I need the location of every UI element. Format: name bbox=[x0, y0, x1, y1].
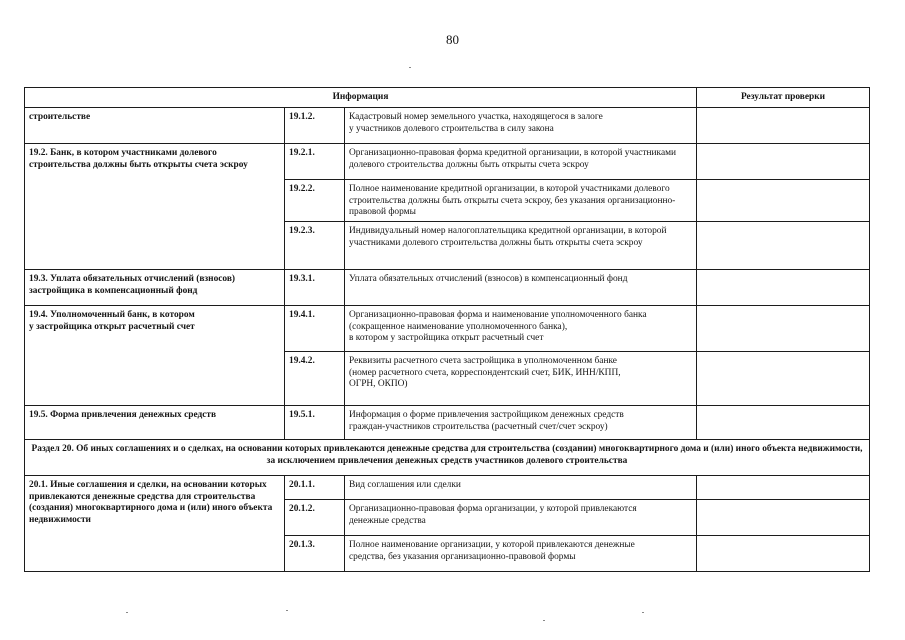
section-label: строительстве bbox=[25, 108, 285, 144]
page-number: 80 bbox=[446, 32, 459, 47]
item-text: Полное наименование кредитной организации, в которой участниками долевого строительства должны быть открыты счета эскроу, без указания организационно-правовой формы bbox=[345, 180, 697, 222]
result-cell[interactable] bbox=[697, 108, 870, 144]
item-text: Организационно-правовая форма кредитной организации, в которой участниками долевого строительства должны быть открыты счета эскроу bbox=[345, 144, 697, 180]
result-cell[interactable] bbox=[697, 222, 870, 270]
section-label: 20.1. Иные соглашения и сделки, на основании которых привлекаются денежные средства для строительства (создания) многоквартирного дома и (или) иного объекта недвижимости bbox=[25, 476, 285, 572]
section-label: 19.4. Уполномоченный банк, в котором у застройщика открыт расчетный счет bbox=[25, 306, 285, 406]
item-text: Вид соглашения или сделки bbox=[345, 476, 697, 500]
result-cell[interactable] bbox=[697, 500, 870, 536]
table-header-row bbox=[25, 88, 870, 108]
item-code: 19.4.1. bbox=[285, 306, 345, 352]
result-cell[interactable] bbox=[697, 306, 870, 352]
scan-speck bbox=[642, 612, 644, 613]
item-code: 20.1.1. bbox=[285, 476, 345, 500]
result-cell[interactable] bbox=[697, 406, 870, 440]
item-code: 19.2.3. bbox=[285, 222, 345, 270]
header-info: Информация bbox=[25, 88, 697, 108]
item-code: 19.3.1. bbox=[285, 270, 345, 306]
item-code: 20.1.2. bbox=[285, 500, 345, 536]
result-cell[interactable] bbox=[697, 270, 870, 306]
section-label: 19.5. Форма привлечения денежных средств bbox=[25, 406, 285, 440]
scan-speck bbox=[286, 610, 288, 611]
result-cell[interactable] bbox=[697, 536, 870, 572]
section-label: 19.2. Банк, в котором участниками долевого строительства должны быть открыты счета эскроу bbox=[25, 144, 285, 270]
result-cell[interactable] bbox=[697, 476, 870, 500]
info-table bbox=[24, 87, 870, 572]
item-text: Информация о форме привлечения застройщиком денежных средств граждан-участников строительства (расчетный счет/счет эскроу) bbox=[345, 406, 697, 440]
section-heading-row bbox=[25, 440, 870, 476]
result-cell[interactable] bbox=[697, 180, 870, 222]
item-code: 19.2.1. bbox=[285, 144, 345, 180]
item-text: Кадастровый номер земельного участка, находящегося в залоге у участников долевого строительства в силу закона bbox=[345, 108, 697, 144]
item-text: Организационно-правовая форма и наименование уполномоченного банка (сокращенное наименование уполномоченного банка), в котором у застройщика открыт расчетный счет bbox=[345, 306, 697, 352]
table-row bbox=[25, 270, 870, 306]
table-row bbox=[25, 406, 870, 440]
item-text: Уплата обязательных отчислений (взносов) в компенсационный фонд bbox=[345, 270, 697, 306]
scan-speck bbox=[543, 620, 545, 621]
item-text: Полное наименование организации, у которой привлекаются денежные средства, без указания организационно-правовой формы bbox=[345, 536, 697, 572]
item-code: 19.5.1. bbox=[285, 406, 345, 440]
result-cell[interactable] bbox=[697, 352, 870, 406]
item-text: Индивидуальный номер налогоплательщика кредитной организации, в которой участниками долевого строительства должны быть открыты счета эскроу bbox=[345, 222, 697, 270]
section-20-heading: Раздел 20. Об иных соглашениях и о сделках, на основании которых привлекаются денежные средства для строительства (создании) многоквартирного дома и (или) иного объекта недвижимости, за исключением привлечения денежных средств участников долевого строительства bbox=[25, 440, 870, 476]
header-result: Результат проверки bbox=[697, 88, 870, 108]
table-row bbox=[25, 476, 870, 500]
scan-speck bbox=[409, 67, 411, 68]
result-cell[interactable] bbox=[697, 144, 870, 180]
table-row bbox=[25, 144, 870, 180]
item-code: 19.2.2. bbox=[285, 180, 345, 222]
table-row bbox=[25, 108, 870, 144]
item-code: 19.4.2. bbox=[285, 352, 345, 406]
table-row bbox=[25, 306, 870, 352]
section-label: 19.3. Уплата обязательных отчислений (взносов) застройщика в компенсационный фонд bbox=[25, 270, 285, 306]
item-text: Организационно-правовая форма организации, у которой привлекаются денежные средства bbox=[345, 500, 697, 536]
scan-speck bbox=[126, 612, 128, 613]
item-text: Реквизиты расчетного счета застройщика в уполномоченном банке (номер расчетного счета, корреспондентский счет, БИК, ИНН/КПП, ОГРН, ОКПО) bbox=[345, 352, 697, 406]
item-code: 20.1.3. bbox=[285, 536, 345, 572]
item-code: 19.1.2. bbox=[285, 108, 345, 144]
